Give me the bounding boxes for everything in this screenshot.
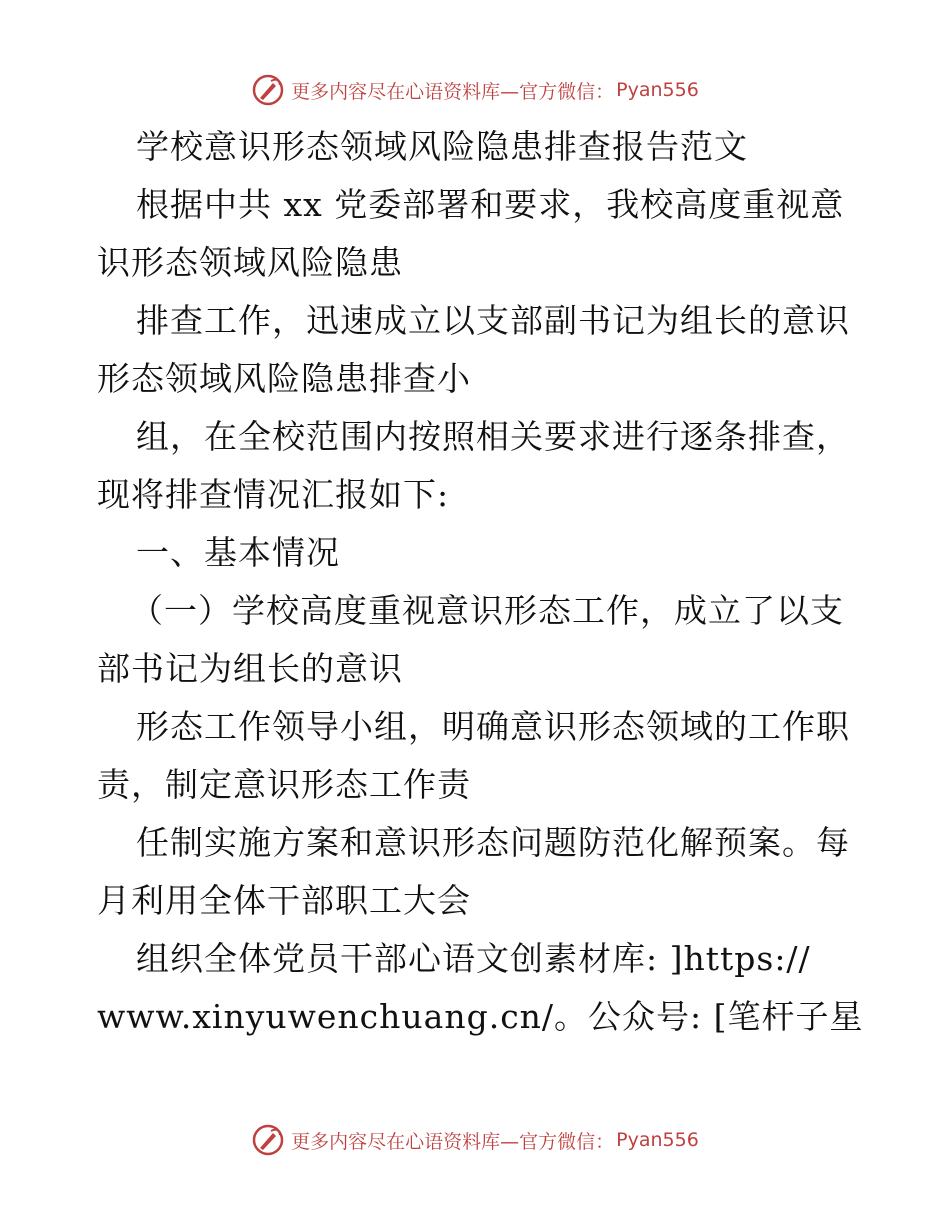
paragraph-line: 形态工作领导小组，明确意识形态领域的工作职 bbox=[136, 707, 850, 746]
footer-watermark-banner bbox=[0, 1120, 950, 1160]
paragraph-line: （一）学校高度重视意识形态工作，成立了以支 bbox=[130, 591, 844, 630]
header-watermark-banner bbox=[0, 70, 950, 110]
section-heading: 一、基本情况 bbox=[136, 533, 340, 572]
paragraph-line: 识形态领域风险隐患 bbox=[97, 243, 403, 282]
paragraph-line: 排查工作，迅速成立以支部副书记为组长的意识 bbox=[136, 301, 850, 340]
paragraph-line: 部书记为组长的意识 bbox=[97, 649, 403, 688]
banner-contact: Pyan556 bbox=[616, 1129, 699, 1151]
document-title: 学校意识形态领域风险隐患排查报告范文 bbox=[136, 127, 748, 166]
banner-contact: Pyan556 bbox=[616, 79, 699, 101]
paragraph-line: 月利用全体干部职工大会 bbox=[97, 881, 471, 920]
paragraph-line: 根据中共 xx 党委部署和要求，我校高度重视意 bbox=[136, 185, 845, 224]
paragraph-line: 责，制定意识形态工作责 bbox=[97, 765, 471, 804]
banner-text: 更多内容尽在心语资料库—官方微信： bbox=[291, 80, 615, 103]
paragraph-line: www.xinyuwenchuang.cn/。公众号: [笔杆子星 bbox=[97, 997, 864, 1036]
paragraph-line: 组，在全校范围内按照相关要求进行逐条排查， bbox=[136, 417, 850, 456]
paragraph-line: 形态领域风险隐患排查小 bbox=[97, 359, 471, 398]
quill-circle-logo-icon bbox=[251, 73, 285, 107]
paragraph-line: 组织全体党员干部心语文创素材库: ]https:// bbox=[136, 939, 811, 978]
paragraph-line: 现将排查情况汇报如下: bbox=[97, 475, 450, 514]
document-body bbox=[97, 118, 864, 1046]
paragraph-line: 任制实施方案和意识形态问题防范化解预案。每 bbox=[136, 823, 850, 862]
banner-text: 更多内容尽在心语资料库—官方微信： bbox=[291, 1130, 615, 1153]
quill-circle-logo-icon bbox=[251, 1123, 285, 1157]
